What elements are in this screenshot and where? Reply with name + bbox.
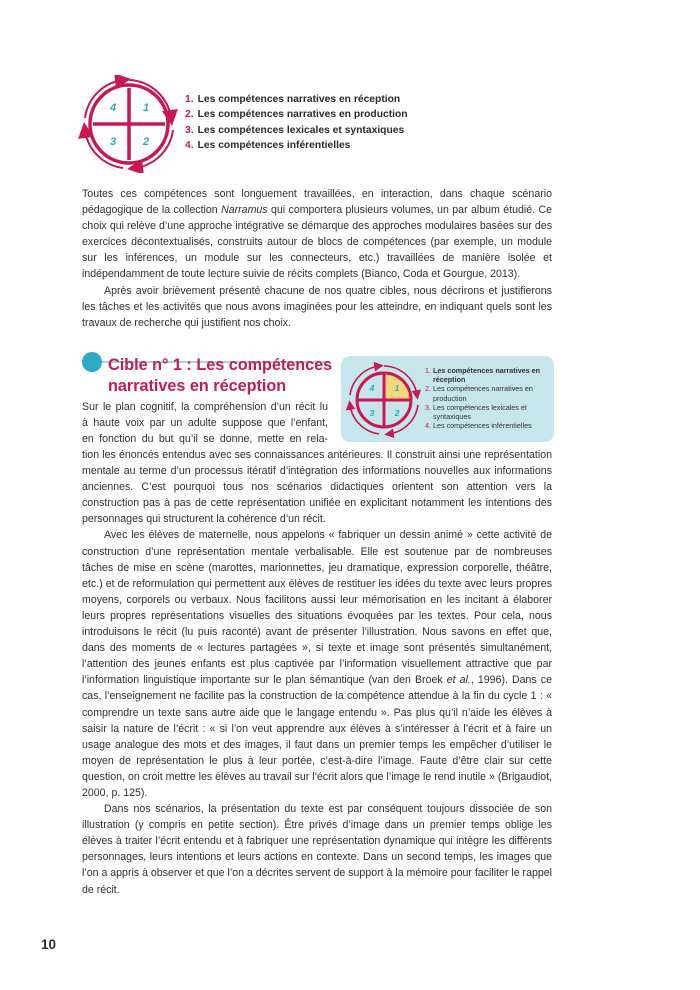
legend-item: 3. Les compétences lexicales et syntaxiques <box>185 124 405 136</box>
page-number: 10 <box>41 937 57 952</box>
legend-item-highlighted: 1. Les compétences narratives en réception <box>425 366 541 385</box>
legend-item: 4. Les compétences inférentielles <box>425 421 532 431</box>
intro-paragraph-1: Toutes ces compétences sont longuement travaillées, en interaction, dans chaque scénario pédagogique de la collection Narramus qui comportera plusieurs volumes, un par album étudié. Ce choix qui relève d’une approche intégrative se démarque des approches modulaires basées sur des exercices décontextualisés, construits autour de blocs de compétences (par exemple, un module sur les inférences, un module sur les connecteurs, etc.) travaillées de manière isolée et indépendamment de toute lecture suivie de récits complets (Bianco, Coda et Gourgue, 2013). <box>82 188 552 281</box>
intro-paragraph-2: Après avoir brièvement présenté chacune de nos quatre cibles, nous décrirons et justifierons les tâches et les activités que nous avons imaginées pour les atteindre, en indiquant quels sont les travaux de recherche qui justifient nos choix. <box>82 284 552 329</box>
legend-item: 2. Les compétences narratives en production <box>185 109 408 121</box>
svg-text:1: 1 <box>394 383 400 393</box>
quadrant-1-label: 1 <box>142 102 150 114</box>
svg-text:2: 2 <box>394 408 400 418</box>
legend-item: 1. Les compétences narratives en réception <box>185 94 401 105</box>
quadrant-4-label: 4 <box>109 102 117 114</box>
competences-legend <box>185 92 408 153</box>
quadrant-2-label: 2 <box>142 136 150 148</box>
competences-cycle-diagram <box>75 75 183 173</box>
competences-cycle-diagram-small <box>346 362 422 438</box>
heading-bullet-icon <box>82 352 102 372</box>
body-paragraph-3: Dans nos scénarios, la présentation du texte est par conséquent toujours dissociée de son illustration (y compris en petite section). Être privés d’image dans un premier temps oblige les élèves à traiter l’écrit entendu et à fabriquer une représentation dynamique qui intègre les différents personnages, leurs intentions et leurs actions en contexte. Dans un second temps, les images que l’on a appris à observer et que l’on a décrites servent de support à la mémoire pour faciliter le rappel de récit. <box>82 803 552 896</box>
legend-item: 3. Les compétences lexicales et syntaxiques <box>425 402 527 422</box>
quadrant-3-label: 3 <box>109 136 117 148</box>
svg-text:3: 3 <box>369 408 375 418</box>
svg-text:4: 4 <box>369 383 375 393</box>
target-summary-legend <box>425 366 543 430</box>
legend-item: 4. Les compétences inférentielles <box>185 139 351 151</box>
body-text <box>82 447 552 898</box>
legend-item: 2. Les compétences narratives en production <box>425 384 533 403</box>
body-paragraph-2: Avec les élèves de maternelle, nous appelons « fabriquer un dessin animé » cette activité de construction d’une représentation mentale verbalisable. Elle est soutenue par de nombreuses tâches de mise en scène (marottes, marionnettes, jeu dramatique, expression corporelle, théâtre, etc.) et de reformulation qui permettent aux élèves de restituer les idées du texte avec leurs propres moyens, corporels ou verbaux. Nous facilitons aussi leur mémorisation en les incitant à élaborer leurs propres représentations visuelles des situations évoquées par les textes. Pour cela, nous introduisons le récit (lu puis raconté) avant de présenter l’illustration. Nous savons en effet que, dans des moments de « lectures partagées », si texte et image sont présentés simultanément, l’attention des jeunes enfants est plus captivée par l’information visuellement attractive que par l’information linguistique importante sur le plan sémantique (van den Broek et al., 1996). Dans ce cas, l’enseignement ne facilite pas la construction de la compétence attendue à la fin du cycle 1 : « comprendre un texte sans autre aide que le langage entendu ». Pas plus qu’il n’aide les élèves à saisir la nature de l’écrit : « si l’on veut apprendre aux élèves à s’intéresser à l’écrit et à faire un usage analogue des mots et des images, il faut dans un premier temps les empêcher d’utiliser le moyen de représentation le plus à leur portée, c’est-à-dire l’image. Faute d’être clair sur cette question, on croit mettre les élèves au travail sur l’écrit alors que l’image le rend inutile » (Brigaudiot, 2000, p. 125). <box>82 529 552 799</box>
body-paragraph-1: tion les énoncés entendus avec ses connaissances antérieures. Il construit ainsi une représentation mentale au terme d’un processus itératif d’intégration des informations nouvelles aux informations anciennes. C’est pourquoi tous nos scénarios didactiques orientent son attention vers la construction pas à pas de cette représentation unifiée en explicitant notamment les intentions des personnages qui structurent la cohérence d’un récit. <box>82 449 552 526</box>
intro-text <box>82 186 552 331</box>
section-title: Cible n° 1 : Les compétences narratives en réception <box>108 356 333 395</box>
body-wrap-lines: Sur le plan cognitif, la compréhension d’un récit lu à haute voix par un adulte suppose que l’enfant, en fonction du but qu’il se donne, mette en rela- <box>82 401 328 446</box>
